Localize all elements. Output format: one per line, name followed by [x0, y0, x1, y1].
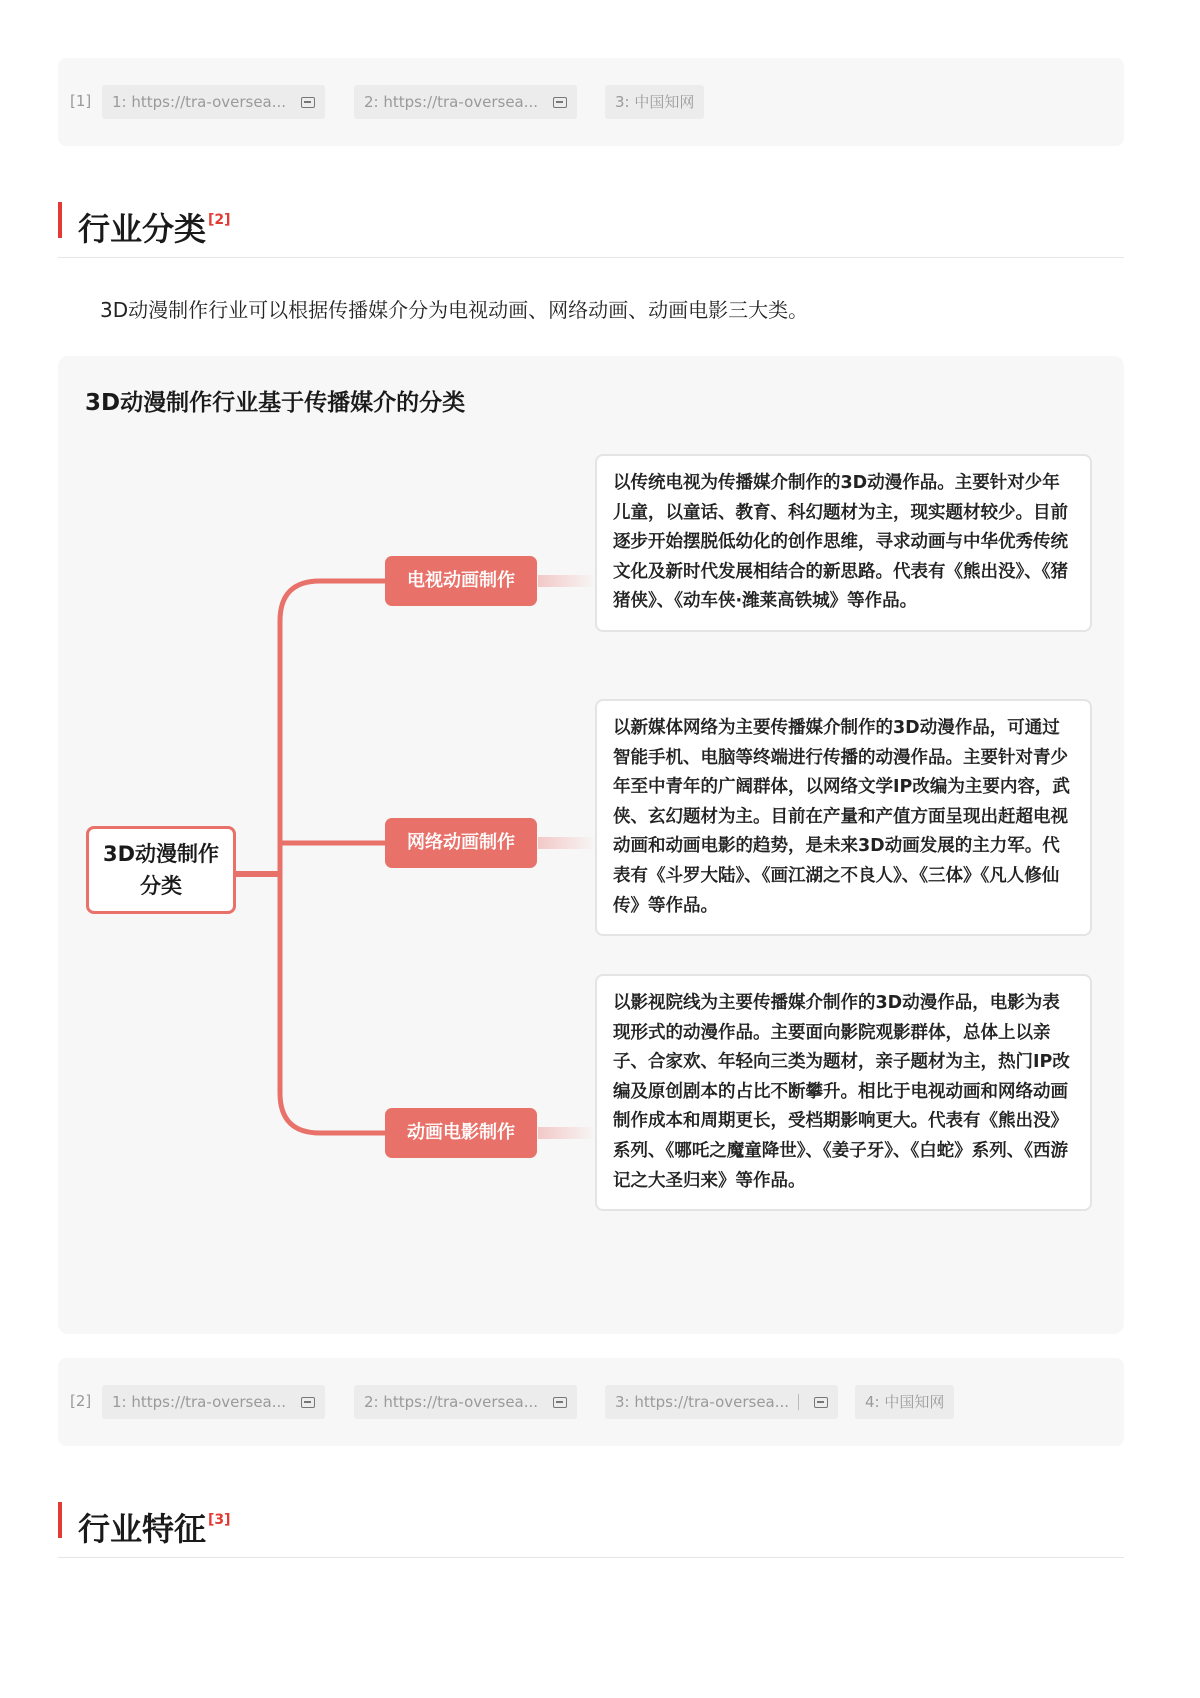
- reference-bar-2: [58, 1358, 1124, 1446]
- reference-chip-4[interactable]: [855, 1385, 954, 1419]
- section-title-text: 行业分类: [78, 210, 207, 248]
- branch-fade-tv: [538, 575, 596, 587]
- reference-chip-label: 3: https://tra-oversea...: [615, 1393, 790, 1411]
- reference-chip-1[interactable]: [102, 1385, 325, 1419]
- reference-index: [2]: [70, 1392, 92, 1410]
- mindmap-root-node: 3D动漫制作分类: [86, 826, 236, 914]
- reference-chip-label: 2: https://tra-oversea...: [364, 1393, 539, 1411]
- link-icon: [301, 1397, 315, 1408]
- chip-separator: [798, 1394, 799, 1410]
- link-icon: [301, 97, 315, 108]
- reference-chip-label: 3: 中国知网: [615, 93, 695, 111]
- reference-bar-1: [58, 58, 1124, 146]
- citation-link[interactable]: [3]: [208, 1512, 231, 1528]
- heading-accent-bar: [58, 202, 62, 238]
- reference-chip-label: 4: 中国知网: [865, 1393, 945, 1411]
- reference-chip-3[interactable]: [605, 1385, 838, 1419]
- reference-chip-label: 1: https://tra-oversea...: [112, 1393, 287, 1411]
- citation-link[interactable]: [2]: [208, 212, 231, 228]
- branch-description-tv: 以传统电视为传播媒介制作的3D动漫作品。主要针对少年儿童，以童话、教育、科幻题材为主，现实题材较少。目前逐步开始摆脱低幼化的创作思维，寻求动画与中华优秀传统文化及新时代发展相结合的新思路。代表有《熊出没》、《猪猪侠》、《动车侠·潍莱高铁城》等作品。: [595, 454, 1092, 632]
- branch-fade-web: [538, 837, 596, 849]
- reference-chip-3[interactable]: [605, 85, 704, 119]
- section-title: [78, 196, 231, 253]
- diagram-title: 3D动漫制作行业基于传播媒介的分类: [85, 390, 466, 416]
- branch-connector-top: [280, 581, 385, 874]
- branch-fade-film: [538, 1127, 596, 1139]
- section-heading-features: [58, 1496, 1124, 1558]
- mindmap-panel: [58, 356, 1124, 1334]
- link-icon: [553, 1397, 567, 1408]
- branch-node-web: 网络动画制作: [385, 818, 537, 868]
- branch-node-tv: 电视动画制作: [385, 556, 537, 606]
- reference-chip-label: 2: https://tra-oversea...: [364, 93, 539, 111]
- heading-accent-bar: [58, 1502, 62, 1538]
- section-title: [78, 1496, 231, 1553]
- section-paragraph: 3D动漫制作行业可以根据传播媒介分为电视动画、网络动画、动画电影三大类。: [100, 298, 809, 322]
- reference-index: [1]: [70, 92, 92, 110]
- reference-chip-2[interactable]: [354, 1385, 577, 1419]
- section-heading-classification: [58, 196, 1124, 258]
- reference-chip-1[interactable]: [102, 85, 325, 119]
- branch-node-film: 动画电影制作: [385, 1108, 537, 1158]
- branch-description-web: 以新媒体网络为主要传播媒介制作的3D动漫作品，可通过智能手机、电脑等终端进行传播的动漫作品。主要针对青少年至中青年的广阔群体，以网络文学IP改编为主要内容，武侠、玄幻题材为主。目前在产量和产值方面呈现出赶超电视动画和动画电影的趋势，是未来3D动画发展的主力军。代表有《斗罗大陆》、《画江湖之不良人》、《三体》《凡人修仙传》等作品。: [595, 699, 1092, 936]
- reference-chip-2[interactable]: [354, 85, 577, 119]
- branch-connector-bottom: [280, 874, 385, 1133]
- link-icon: [553, 97, 567, 108]
- reference-chip-label: 1: https://tra-oversea...: [112, 93, 287, 111]
- branch-description-film: 以影视院线为主要传播媒介制作的3D动漫作品，电影为表现形式的动漫作品。主要面向影院观影群体，总体上以亲子、合家欢、年轻向三类为题材，亲子题材为主，热门IP改编及原创剧本的占比不断攀升。相比于电视动画和网络动画制作成本和周期更长，受档期影响更大。代表有《熊出没》系列、《哪吒之魔童降世》、《姜子牙》、《白蛇》系列、《西游记之大圣归来》等作品。: [595, 974, 1092, 1211]
- link-icon: [814, 1397, 828, 1408]
- section-title-text: 行业特征: [78, 1510, 207, 1548]
